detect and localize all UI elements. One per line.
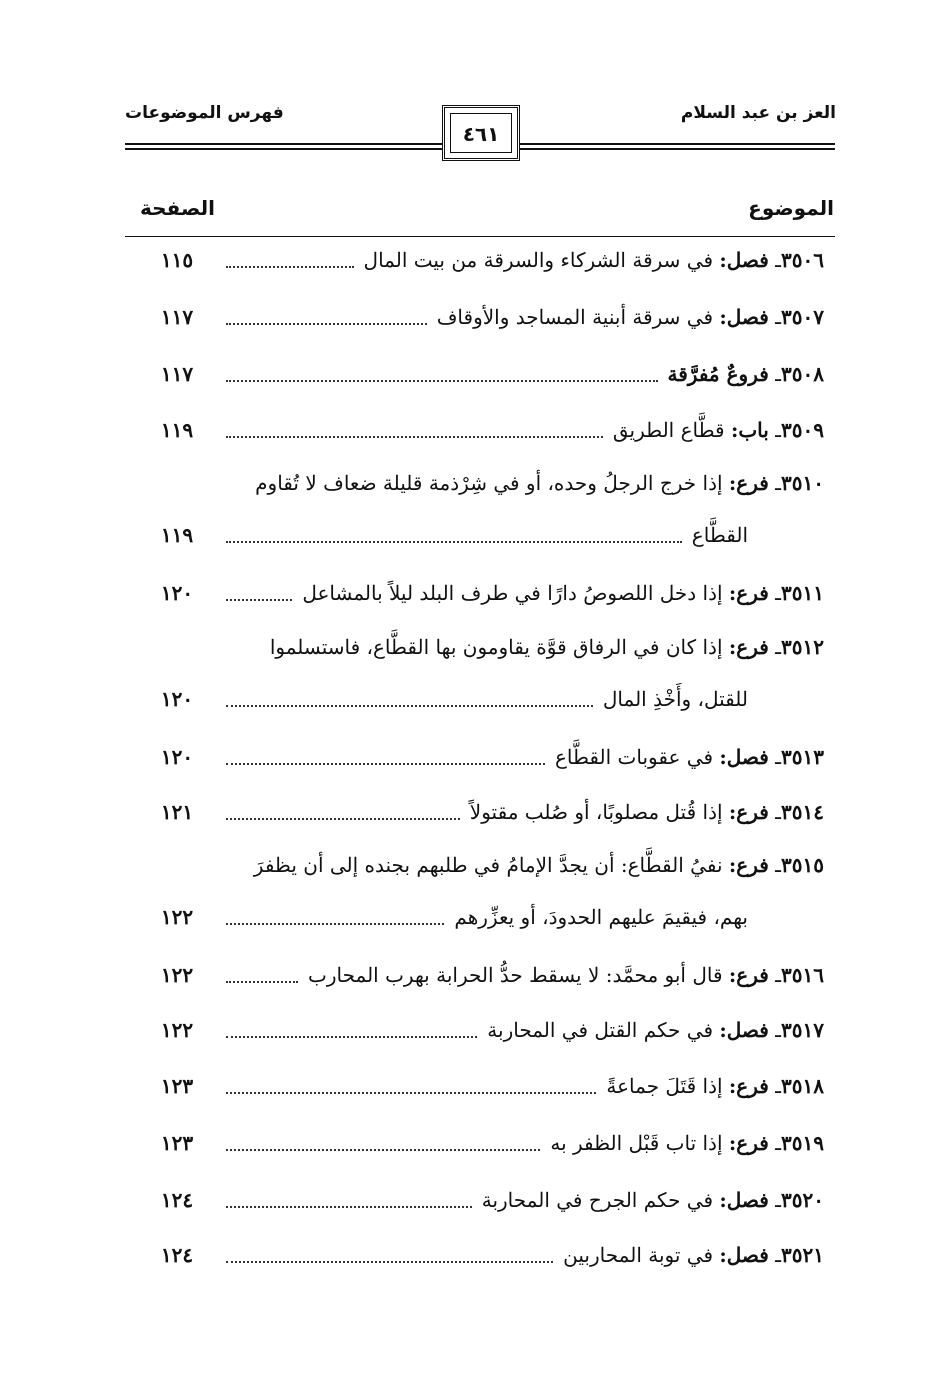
- toc-entry: [130, 955, 824, 1007]
- dot-leader: [226, 380, 658, 382]
- toc-entry-title: ٣٥١٥ـ فرع: نفيُ القطَّاع: أن يجدَّ الإمامُ في طلبهم بجنده إلى أن يظفرَ: [253, 853, 824, 877]
- toc-entry-title: ٣٥١٨ـ فرع: إذا قَتَلَ جماعةً: [606, 1074, 824, 1098]
- dot-leader: [226, 323, 427, 325]
- toc-entry-page: ١٢٠: [160, 581, 194, 605]
- toc-entry: [130, 240, 824, 292]
- toc-entry-continuation: للقتل، وأَخْذِ المال: [602, 687, 748, 711]
- toc-entry: [130, 297, 824, 349]
- toc-entry-kind: فرع:: [728, 471, 769, 495]
- page-number: ٤٦١: [462, 122, 500, 146]
- toc-entry-text: إذا قَتَلَ جماعةً: [606, 1074, 723, 1098]
- toc-entry-kind: فصل:: [719, 1243, 769, 1267]
- dot-leader: [226, 981, 298, 983]
- toc-entry: [130, 1123, 824, 1175]
- toc-entry-page: ١٢٤: [160, 1188, 194, 1212]
- toc-entry-kind: فصل:: [719, 1018, 769, 1042]
- toc-entry: [130, 1066, 824, 1118]
- toc-entry-kind: باب:: [730, 418, 769, 442]
- dot-leader: [226, 541, 682, 543]
- toc-entry: [130, 463, 824, 567]
- toc-entry-kind: فرع:: [728, 635, 769, 659]
- toc-entry-page: ١٢٠: [160, 745, 194, 769]
- toc-entry-title: ٣٥١٤ـ فرع: إذا قُتل مصلوبًا، أو صُلب مقتولاً: [469, 800, 824, 824]
- toc-entry-page: ١٢٣: [160, 1074, 194, 1098]
- toc-entry-page: ١٢٤: [160, 1243, 194, 1267]
- toc-entry-number: ٣٥٠٨: [781, 362, 824, 386]
- toc-entry-text: في سرقة أبنية المساجد والأوقاف: [436, 305, 714, 329]
- toc-entry-number: ٣٥١٠: [781, 471, 824, 495]
- toc-entry-kind: فرع:: [728, 1074, 769, 1098]
- dot-leader: [226, 1092, 596, 1094]
- dot-leader: [226, 1036, 477, 1038]
- toc-entry: [130, 573, 824, 625]
- dot-leader: [226, 266, 354, 268]
- toc-entry-page: ١٢٢: [160, 905, 194, 929]
- toc-entry-title: ٣٥١٢ـ فرع: إذا كان في الرفاق قوَّة يقاومون بها القطَّاع، فاستسلموا: [269, 635, 824, 659]
- toc-entry-title: ٣٥٠٨ـ فروعٌ مُفرَّقة: [667, 362, 824, 386]
- toc-entry-text: في عقوبات القطَّاع: [554, 745, 714, 769]
- toc-entry-text: فروعٌ مُفرَّقة: [667, 362, 769, 386]
- toc-entry-text: قال أبو محمَّد: لا يسقط حدُّ الحرابة بهرب المحارب: [308, 963, 723, 987]
- toc-entry: [130, 627, 824, 731]
- toc-entry-page: ١١٧: [160, 362, 194, 386]
- toc-entry-number: ٣٥١٤: [781, 800, 824, 824]
- toc-entry-page: ١٢٠: [160, 687, 194, 711]
- toc-entry-number: ٣٥١٨: [781, 1074, 824, 1098]
- toc-entry-kind: فرع:: [728, 1131, 769, 1155]
- toc-entry-page: ١٢٣: [160, 1131, 194, 1155]
- toc-entry-text: في حكم الجرح في المحاربة: [481, 1188, 714, 1212]
- toc-entry-title: ٣٥٢١ـ فصل: في توبة المحاربين: [563, 1243, 824, 1267]
- toc-entry-title: ٣٥٢٠ـ فصل: في حكم الجرح في المحاربة: [481, 1188, 824, 1212]
- toc-entry-kind: فرع:: [728, 800, 769, 824]
- toc-entry-title: ٣٥١٦ـ فرع: قال أبو محمَّد: لا يسقط حدُّ الحرابة بهرب المحارب: [308, 963, 824, 987]
- dot-leader: [226, 763, 545, 765]
- column-header-topic: الموضوع: [748, 196, 834, 220]
- toc-entry-kind: فصل:: [719, 305, 769, 329]
- toc-entry-page: ١٢١: [160, 800, 194, 824]
- toc-entry-title: ٣٥٠٦ـ فصل: في سرقة الشركاء والسرقة من بيت المال: [363, 248, 824, 272]
- toc-entry-kind: فصل:: [719, 1188, 769, 1212]
- toc-entry-page: ١٢٢: [160, 963, 194, 987]
- toc-entry-page: ١٢٢: [160, 1018, 194, 1042]
- toc-entry-kind: فصل:: [719, 745, 769, 769]
- toc-entry-number: ٣٥١٢: [781, 635, 824, 659]
- toc-entry: [130, 792, 824, 844]
- toc-entry-text: نفيُ القطَّاع: أن يجدَّ الإمامُ في طلبهم بجنده إلى أن يظفرَ: [253, 853, 723, 877]
- toc-entry-title: ٣٥١٩ـ فرع: إذا تاب قَبْل الظفر به: [550, 1131, 824, 1155]
- toc-entry-number: ٣٥١٩: [781, 1131, 824, 1155]
- toc-entry-title: ٣٥١١ـ فرع: إذا دخل اللصوصُ دارًا في طرف البلد ليلاً بالمشاعل: [302, 581, 824, 605]
- toc-entry: [130, 737, 824, 789]
- toc-entry-kind: فرع:: [728, 581, 769, 605]
- dot-leader: [226, 599, 292, 601]
- toc-entry-number: ٣٥٢٠: [781, 1188, 824, 1212]
- toc-entry-title: ٣٥١٣ـ فصل: في عقوبات القطَّاع: [554, 745, 824, 769]
- toc-entry-text: في سرقة الشركاء والسرقة من بيت المال: [363, 248, 714, 272]
- toc-entry-text: إذا كان في الرفاق قوَّة يقاومون بها القطَّاع، فاستسلموا: [269, 635, 723, 659]
- toc-entry-text: إذا تاب قَبْل الظفر به: [550, 1131, 723, 1155]
- toc-entry-page: ١١٩: [160, 523, 194, 547]
- dot-leader: [226, 1261, 553, 1263]
- page-number-frame: [442, 105, 520, 161]
- toc-entry-number: ٣٥١٣: [781, 745, 824, 769]
- toc-entry-page: ١١٩: [160, 418, 194, 442]
- toc-entry-number: ٣٥١٥: [781, 853, 824, 877]
- toc-entry-title: ٣٥٠٧ـ فصل: في سرقة أبنية المساجد والأوقاف: [436, 305, 824, 329]
- column-header-page: الصفحة: [140, 196, 216, 220]
- toc-entry-kind: فرع:: [728, 963, 769, 987]
- toc-entry-continuation: بهم، فيقيمَ عليهم الحدودَ، أو يعزِّرهم: [454, 905, 748, 929]
- toc-entry: [130, 1010, 824, 1062]
- toc-entry-text: إذا قُتل مصلوبًا، أو صُلب مقتولاً: [469, 800, 723, 824]
- toc-entry-number: ٣٥١٦: [781, 963, 824, 987]
- toc-entry-kind: فصل:: [719, 248, 769, 272]
- dot-leader: [226, 1206, 472, 1208]
- toc-entry-text: إذا دخل اللصوصُ دارًا في طرف البلد ليلاً بالمشاعل: [302, 581, 723, 605]
- toc-entry-number: ٣٥٠٧: [781, 305, 824, 329]
- dot-leader: [226, 1149, 540, 1151]
- toc-entry-title: ٣٥١٠ـ فرع: إذا خرج الرجلُ وحده، أو في شِرْذمة قليلة ضعاف لا تُقاوم: [255, 471, 824, 495]
- toc-entry-text: في حكم القتل في المحاربة: [487, 1018, 714, 1042]
- toc-entry: [130, 354, 824, 406]
- dot-leader: [226, 923, 444, 925]
- toc-entry-kind: فرع:: [728, 853, 769, 877]
- toc-entry: [130, 845, 824, 949]
- toc-entry-number: ٣٥١٧: [781, 1018, 824, 1042]
- toc-entry-text: قطَّاع الطريق: [612, 418, 725, 442]
- column-header-rule: [125, 236, 835, 237]
- dot-leader: [226, 705, 593, 707]
- toc-entry-page: ١١٧: [160, 305, 194, 329]
- toc-entry-page: ١١٥: [160, 248, 194, 272]
- toc-entry-number: ٣٥٢١: [781, 1243, 824, 1267]
- dot-leader: [226, 818, 460, 820]
- toc-entry-text: في توبة المحاربين: [563, 1243, 714, 1267]
- toc-entry-number: ٣٥١١: [781, 581, 824, 605]
- dot-leader: [226, 436, 603, 438]
- running-header-section: فهرس الموضوعات: [125, 103, 284, 123]
- toc-entry: [130, 410, 824, 462]
- toc-entry: [130, 1235, 824, 1287]
- toc-entry-continuation: القطَّاع: [691, 523, 748, 547]
- toc-entry-number: ٣٥٠٦: [781, 248, 824, 272]
- toc-entry-text: إذا خرج الرجلُ وحده، أو في شِرْذمة قليلة ضعاف لا تُقاوم: [255, 471, 723, 495]
- toc-entry-number: ٣٥٠٩: [781, 418, 824, 442]
- running-header-author: العز بن عبد السلام: [680, 103, 836, 123]
- toc-entry-title: ٣٥٠٩ـ باب: قطَّاع الطريق: [612, 418, 824, 442]
- toc-entry-title: ٣٥١٧ـ فصل: في حكم القتل في المحاربة: [487, 1018, 824, 1042]
- toc-entry: [130, 1180, 824, 1232]
